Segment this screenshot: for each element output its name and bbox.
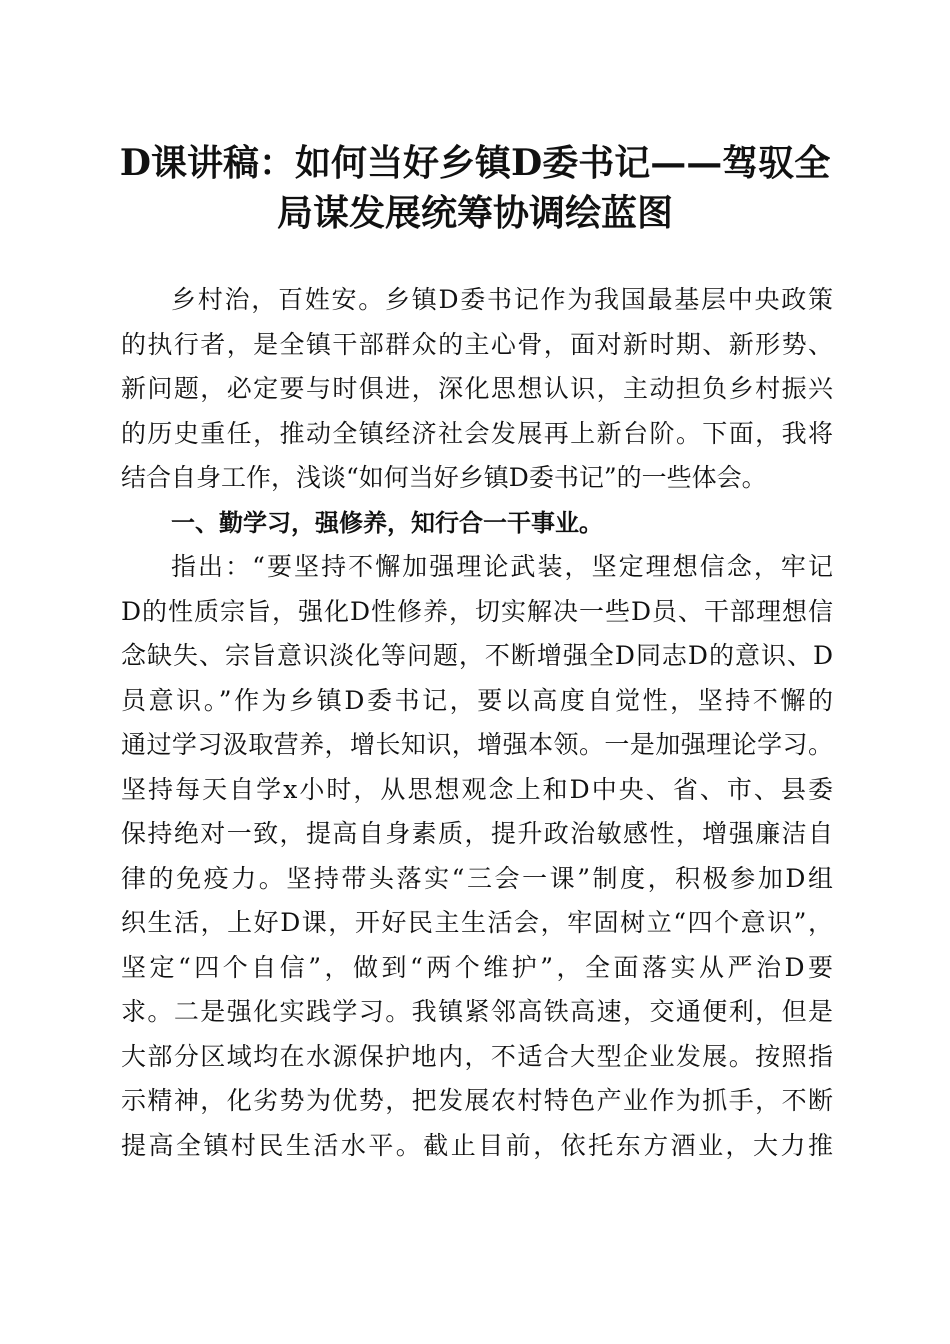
paragraph-line: 织生活，上好D课，开好民主生活会，牢固树立“四个意识”， xyxy=(121,908,833,937)
paragraph-line: 坚定“四个自信”，做到“两个维护”，全面落实从严治D要 xyxy=(121,952,833,982)
paragraph-line: 通过学习汲取营养，增长知识，增强本领。一是加强理论学习。 xyxy=(121,730,833,759)
paragraph-line: 念缺失、宗旨意识淡化等问题，不断增强全D同志D的意识、D xyxy=(121,641,833,670)
paragraph-line: 提高全镇村民生活水平。截止目前，依托东方酒业，大力推 xyxy=(121,1130,833,1160)
document-body xyxy=(121,278,833,1168)
paragraph-line: 大部分区域均在水源保护地内，不适合大型企业发展。按照指 xyxy=(121,1041,833,1071)
paragraph-line: 求。二是强化实践学习。我镇紧邻高铁高速，交通便利，但是 xyxy=(121,997,833,1026)
section-heading: 一、勤学习，强修养，知行合一干事业。 xyxy=(171,508,603,537)
paragraph-line: 结合自身工作，浅谈“如何当好乡镇D委书记”的一些体会。 xyxy=(121,463,767,492)
paragraph-line: 保持绝对一致，提高自身素质，提升政治敏感性，增强廉洁自 xyxy=(121,819,833,848)
paragraph-line: 指出：“要坚持不懈加强理论武装，坚定理想信念，牢记 xyxy=(171,552,833,581)
paragraph-line: 示精神，化劣势为优势，把发展农村特色产业作为抓手，不断 xyxy=(121,1086,833,1115)
title-line-1: D课讲稿：如何当好乡镇D委书记——驾驭全 xyxy=(119,142,831,184)
paragraph-line: 坚持每天自学x小时，从思想观念上和D中央、省、市、县委 xyxy=(121,774,833,804)
paragraph-line: D的性质宗旨，强化D性修养，切实解决一些D员、干部理想信 xyxy=(121,596,833,626)
paragraph-line: 的执行者，是全镇干部群众的主心骨，面对新时期、新形势、 xyxy=(121,329,833,359)
paragraph-line: 员意识。”作为乡镇D委书记，要以高度自觉性，坚持不懈的 xyxy=(121,685,833,715)
title-line-2: 局谋发展统筹协调绘蓝图 xyxy=(276,192,673,234)
paragraph-line: 新问题，必定要与时俱进，深化思想认识，主动担负乡村振兴 xyxy=(121,374,833,403)
paragraph-line: 律的免疫力。坚持带头落实“三会一课”制度，积极参加D组 xyxy=(121,863,833,893)
paragraph-line: 乡村治，百姓安。乡镇D委书记作为我国最基层中央政策 xyxy=(171,285,833,314)
document-title xyxy=(100,138,850,238)
paragraph-line: 的历史重任，推动全镇经济社会发展再上新台阶。下面，我将 xyxy=(121,418,833,448)
